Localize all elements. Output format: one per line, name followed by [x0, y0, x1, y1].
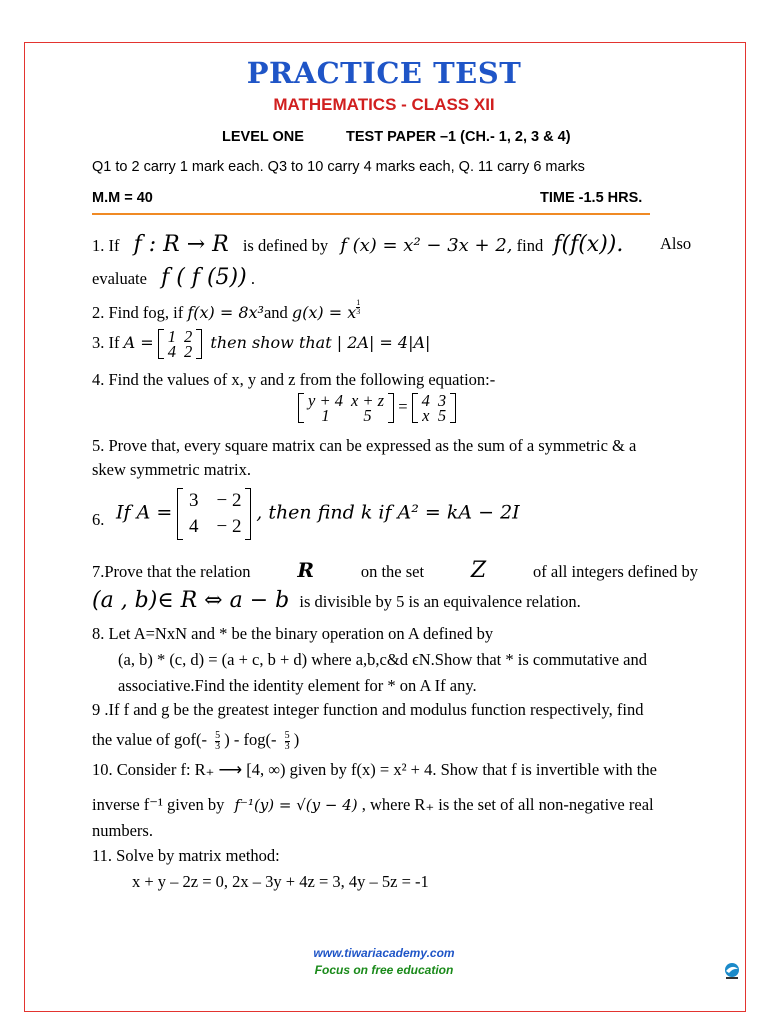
q2-text: 2. Find fog, if: [92, 303, 184, 322]
question-9-line-1: 9 .If f and g be the greatest integer function and modulus function respectively, find: [92, 700, 644, 719]
q7-text-integers: of all integers defined by: [533, 562, 698, 581]
question-10-line-2: [92, 795, 654, 815]
matrix-cell: x: [422, 406, 430, 425]
q9-text-gof: the value of gof(-: [92, 730, 207, 749]
question-7-line-2: [92, 588, 581, 613]
header-rule: [92, 213, 650, 215]
q3-matrix: [158, 329, 203, 359]
q2-exponent: [356, 299, 360, 316]
q6-number: 6.: [92, 510, 105, 529]
q1-composite: f(f(x)).: [553, 232, 624, 257]
matrix-cell: 3: [189, 490, 199, 511]
q7-text-divisible: is divisible by 5 is an equivalence relation.: [299, 592, 581, 611]
footer-url[interactable]: www.tiwariacademy.com: [313, 946, 455, 960]
q3-A: A =: [123, 332, 154, 352]
q3-statement: then show that | 2A| = 4|A|: [210, 332, 431, 352]
matrix-cell: 1: [167, 327, 177, 346]
frac-num: 5: [284, 729, 290, 741]
q7-Z: Z: [470, 558, 487, 583]
footer-tagline: Focus on free education: [314, 963, 454, 977]
q1-text-defined: is defined by: [242, 236, 329, 255]
frac-den: 3: [215, 740, 221, 752]
matrix-cell: y + 4: [308, 391, 343, 410]
page-subtitle: MATHEMATICS - CLASS XII: [273, 95, 495, 114]
question-5-line-2: skew symmetric matrix.: [92, 460, 252, 479]
matrix-cell: 2: [184, 342, 193, 361]
q1-function: f (x) = x² − 3x + 2,: [340, 235, 513, 256]
q6-statement: , then find k if A² = kA − 2I: [256, 501, 520, 524]
matrix-cell: 3: [437, 391, 447, 410]
matrix-cell: − 2: [216, 490, 242, 511]
q9-fraction-2: [285, 731, 290, 752]
level-label: LEVEL ONE: [222, 129, 304, 145]
page-title: PRACTICE TEST: [246, 56, 522, 90]
q1-text-evaluate: evaluate: [92, 269, 147, 288]
matrix-cell: 2: [184, 327, 193, 346]
question-1-line-2: [92, 265, 255, 290]
matrix-cell: 5: [437, 406, 447, 425]
test-paper-label: TEST PAPER –1 (CH.- 1, 2, 3 & 4): [346, 129, 571, 145]
matrix-cell: 5: [363, 406, 372, 425]
q1-evaluate-expr: f ( f (5)): [161, 265, 247, 290]
q7-text-prove: 7.Prove that the relation: [92, 562, 251, 581]
q9-close: ): [293, 730, 300, 749]
q1-period: .: [250, 269, 255, 288]
q7-R: R: [297, 558, 314, 582]
question-8-line-3: associative.Find the identity element for * on A If any.: [118, 676, 477, 695]
question-10-line-1: 10. Consider f: R₊ ⟶ [4, ∞) given by f(x) = x² + 4. Show that f is invertible with the: [92, 760, 657, 779]
time-label: TIME -1.5 HRS.: [540, 190, 643, 206]
max-marks: M.M = 40: [92, 190, 153, 206]
q3-text-if: 3. If: [92, 332, 120, 352]
q6-matrix: [177, 488, 251, 540]
q4-equals: =: [398, 396, 408, 416]
q10-text-inverse: inverse f⁻¹ given by: [92, 795, 225, 814]
academy-logo-icon: [724, 962, 740, 980]
q10-inverse-expr: f⁻¹(y) = √(y − 4): [234, 796, 358, 814]
q1-mapping: f : R → R: [133, 232, 229, 257]
q1-text-find: find: [516, 236, 544, 255]
matrix-cell: 1: [321, 406, 330, 425]
q1-text-if: 1. If: [92, 236, 120, 255]
question-4: 4. Find the values of x, y and z from the following equation:-: [92, 370, 496, 389]
question-8-line-2: (a, b) * (c, d) = (a + c, b + d) where a,b,c&d ϵN.Show that * is commutative and: [118, 650, 647, 669]
q2-exp-num: 1: [356, 298, 361, 307]
q2-f: f(x) = 8x³: [187, 303, 264, 322]
question-11-line-2: x + y – 2z = 0, 2x – 3y + 4z = 3, 4y – 5z = -1: [132, 872, 429, 891]
frac-num: 5: [215, 729, 221, 741]
question-3: [92, 329, 430, 359]
question-1-line-1: [92, 232, 623, 257]
q7-relation: (a , b)∈ R ⇔ a − b: [92, 588, 290, 613]
q6-if-A: If A =: [116, 501, 173, 524]
q4-equation: [298, 393, 456, 423]
q4-lhs-matrix: [298, 393, 394, 423]
matrix-cell: 4: [189, 516, 199, 537]
q4-rhs-matrix: [412, 393, 457, 423]
q7-text-set: on the set: [360, 562, 425, 581]
question-6: [116, 488, 520, 540]
q1-also: Also: [660, 234, 692, 253]
question-11-line-1: 11. Solve by matrix method:: [92, 846, 280, 865]
q9-text-fog: ) - fog(-: [224, 730, 277, 749]
matrix-cell: 4: [167, 342, 177, 361]
matrix-cell: x + z: [350, 391, 385, 410]
frac-den: 3: [284, 740, 290, 752]
q10-text-where: , where R₊ is the set of all non-negative real: [361, 795, 654, 814]
question-10-line-3: numbers.: [92, 821, 153, 840]
q2-g: g(x) = x: [291, 303, 357, 322]
q2-and: and: [263, 303, 288, 322]
marks-info: Q1 to 2 carry 1 mark each. Q3 to 10 carry 4 marks each, Q. 11 carry 6 marks: [92, 159, 585, 175]
question-2: [92, 298, 361, 323]
q9-fraction-1: [215, 731, 220, 752]
matrix-cell: − 2: [216, 516, 242, 537]
question-9-line-2: [92, 730, 299, 752]
question-7-line-1: [92, 558, 698, 583]
matrix-cell: 4: [421, 391, 430, 410]
question-5-line-1: 5. Prove that, every square matrix can be expressed as the sum of a symmetric & a: [92, 436, 637, 455]
question-8-line-1: 8. Let A=NxN and * be the binary operation on A defined by: [92, 624, 494, 643]
q2-exp-den: 3: [356, 307, 361, 316]
